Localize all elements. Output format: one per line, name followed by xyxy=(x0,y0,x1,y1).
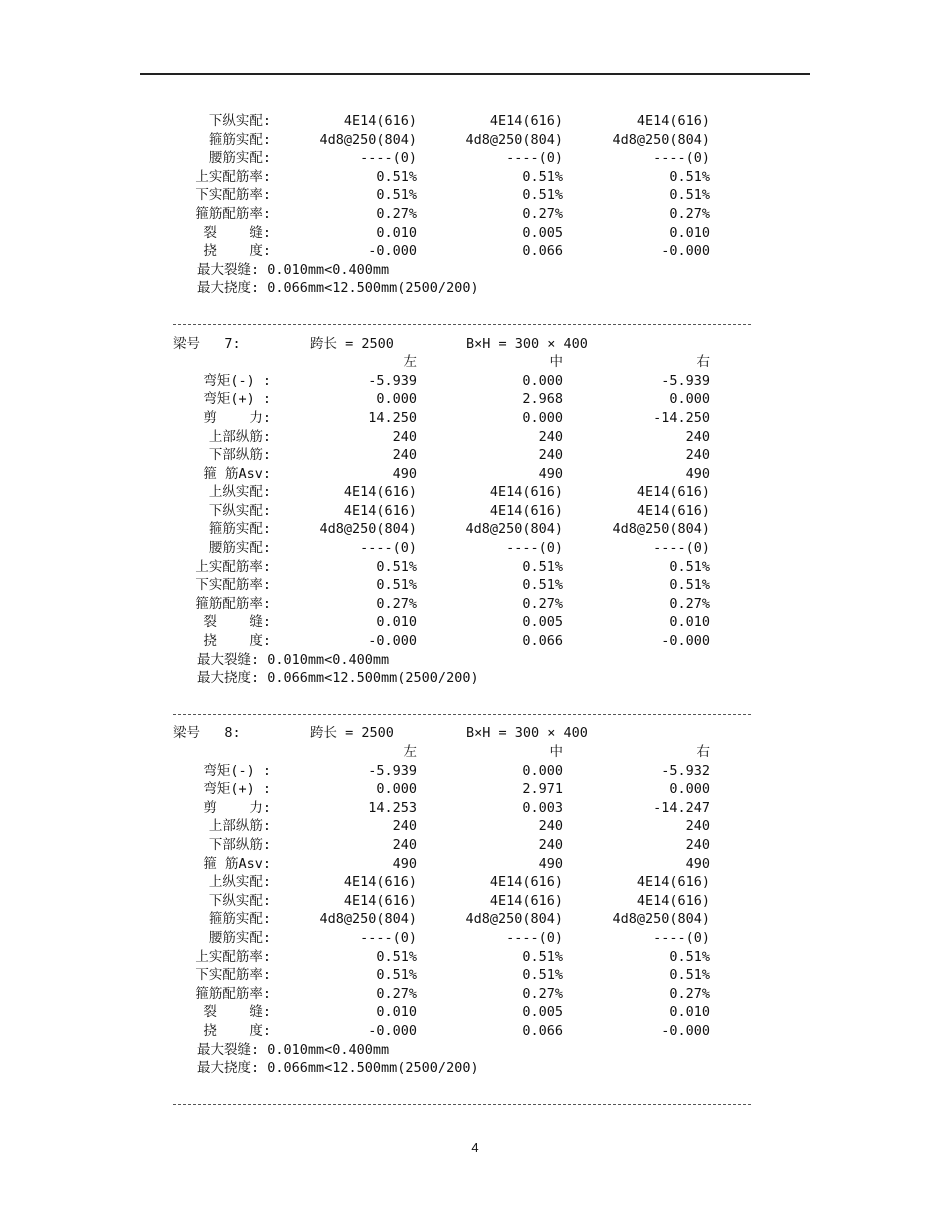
mid-value: 0.005 xyxy=(522,1004,563,1021)
table-row xyxy=(0,1003,950,1022)
row-label: 裂 缝: xyxy=(203,1004,271,1021)
header-rule xyxy=(140,73,810,75)
spacer xyxy=(0,298,950,316)
max-deflection: 最大挠度: 0.066mm<12.500mm(2500/200) xyxy=(197,670,479,687)
right-value: 0.27% xyxy=(669,985,710,1002)
right-value: 240 xyxy=(685,447,710,464)
left-value: 0.000 xyxy=(376,781,417,798)
right-value: 4E14(616) xyxy=(636,892,710,909)
mid-value: 4E14(616) xyxy=(489,113,563,129)
mid-value: 0.51% xyxy=(522,577,563,594)
col-right: 右 xyxy=(696,354,710,371)
right-value: 490 xyxy=(685,465,710,482)
mid-value: 4E14(616) xyxy=(489,484,563,501)
table-row xyxy=(0,1022,950,1041)
table-row xyxy=(0,465,950,484)
row-label: 箍筋配筋率: xyxy=(195,595,271,612)
section-size: B×H = 300 × 400 xyxy=(466,725,588,742)
left-value: ----(0) xyxy=(360,929,417,946)
mid-value: 4d8@250(804) xyxy=(465,521,563,538)
max-crack: 最大裂缝: 0.010mm<0.400mm xyxy=(197,1041,390,1058)
section-size: B×H = 300 × 400 xyxy=(466,335,588,352)
right-value: 0.51% xyxy=(669,187,710,204)
column-headers xyxy=(0,353,950,372)
max-deflection-row xyxy=(0,669,950,688)
left-value: 4d8@250(804) xyxy=(319,911,417,928)
table-row xyxy=(0,855,950,874)
left-value: 240 xyxy=(392,836,417,853)
right-value: 0.51% xyxy=(669,948,710,965)
max-deflection-row xyxy=(0,1059,950,1078)
mid-value: 240 xyxy=(538,818,563,835)
left-value: 0.27% xyxy=(376,205,417,222)
right-value: ----(0) xyxy=(653,150,710,167)
mid-value: 0.27% xyxy=(522,595,563,612)
right-value: 0.51% xyxy=(669,967,710,984)
right-value: 4d8@250(804) xyxy=(612,521,710,538)
table-row xyxy=(0,483,950,502)
table-row xyxy=(0,929,950,948)
left-value: 0.51% xyxy=(376,558,417,575)
table-row xyxy=(0,558,950,577)
mid-value: 0.066 xyxy=(522,243,563,260)
table-row xyxy=(0,799,950,818)
mid-value: 4d8@250(804) xyxy=(465,911,563,928)
table-row xyxy=(0,168,950,187)
row-label: 下部纵筋: xyxy=(208,447,271,464)
left-value: -5.939 xyxy=(368,762,417,779)
left-value: 0.000 xyxy=(376,391,417,408)
separator-line xyxy=(173,324,751,325)
table-row xyxy=(0,576,950,595)
row-label: 箍筋实配: xyxy=(208,911,271,928)
row-label: 箍筋配筋率: xyxy=(195,985,271,1002)
right-value: 240 xyxy=(685,818,710,835)
dashed-separator xyxy=(0,706,950,725)
left-value: 0.51% xyxy=(376,967,417,984)
right-value: -0.000 xyxy=(661,243,710,260)
page-number: 4 xyxy=(471,1140,479,1155)
mid-value: 4E14(616) xyxy=(489,892,563,909)
row-label: 下纵实配: xyxy=(208,892,271,909)
table-row xyxy=(0,224,950,243)
row-label: 上纵实配: xyxy=(208,874,271,891)
mid-value: 0.066 xyxy=(522,633,563,650)
right-value: -0.000 xyxy=(661,1022,710,1039)
mid-value: 0.005 xyxy=(522,614,563,631)
right-value: -5.932 xyxy=(661,762,710,779)
right-value: 240 xyxy=(685,428,710,445)
mid-value: 240 xyxy=(538,428,563,445)
col-mid: 中 xyxy=(549,744,563,760)
right-value: 0.000 xyxy=(669,391,710,408)
row-label: 箍筋实配: xyxy=(208,131,271,148)
row-label: 挠 度: xyxy=(203,633,271,650)
mid-value: 0.27% xyxy=(522,205,563,222)
left-value: -0.000 xyxy=(368,633,417,650)
row-label: 裂 缝: xyxy=(203,224,271,241)
col-left: 左 xyxy=(403,744,417,760)
right-value: 0.51% xyxy=(669,168,710,185)
table-row xyxy=(0,428,950,447)
row-label: 下实配筋率: xyxy=(195,577,271,594)
mid-value: 0.51% xyxy=(522,948,563,965)
col-right: 右 xyxy=(696,744,710,760)
left-value: -0.000 xyxy=(368,243,417,260)
report-content xyxy=(0,112,950,1114)
table-row xyxy=(0,762,950,781)
row-label: 剪 力: xyxy=(203,409,271,426)
mid-value: 0.51% xyxy=(522,558,563,575)
right-value: 4E14(616) xyxy=(636,484,710,501)
right-value: 0.51% xyxy=(669,558,710,575)
right-value: 0.27% xyxy=(669,205,710,222)
row-label: 弯矩(+) : xyxy=(203,391,271,408)
max-crack-row xyxy=(0,651,950,670)
beam-header xyxy=(0,724,950,743)
mid-value: 0.51% xyxy=(522,187,563,204)
left-value: 0.51% xyxy=(376,168,417,185)
row-label: 上实配筋率: xyxy=(195,948,271,965)
row-label: 上实配筋率: xyxy=(195,168,271,185)
row-label: 上部纵筋: xyxy=(208,428,271,445)
row-label: 腰筋实配: xyxy=(208,929,271,946)
left-value: 0.51% xyxy=(376,948,417,965)
mid-value: 2.968 xyxy=(522,391,563,408)
left-value: 4E14(616) xyxy=(343,502,417,519)
mid-value: 240 xyxy=(538,447,563,464)
mid-value: 0.27% xyxy=(522,985,563,1002)
mid-value: 0.000 xyxy=(522,372,563,389)
row-label: 下部纵筋: xyxy=(208,836,271,853)
max-deflection: 最大挠度: 0.066mm<12.500mm(2500/200) xyxy=(197,280,479,297)
row-label: 箍筋实配: xyxy=(208,521,271,538)
table-row xyxy=(0,966,950,985)
row-label: 裂 缝: xyxy=(203,614,271,631)
span-length: 跨长 = 2500 xyxy=(310,725,394,742)
span-length: 跨长 = 2500 xyxy=(310,335,394,352)
left-value: 0.010 xyxy=(376,1004,417,1021)
left-value: ----(0) xyxy=(360,540,417,557)
table-row xyxy=(0,112,950,131)
left-value: 490 xyxy=(392,855,417,872)
row-label: 上实配筋率: xyxy=(195,558,271,575)
left-value: 0.27% xyxy=(376,595,417,612)
table-row xyxy=(0,892,950,911)
mid-value: 0.066 xyxy=(522,1022,563,1039)
row-label: 箍筋配筋率: xyxy=(195,205,271,222)
right-value: 0.010 xyxy=(669,614,710,631)
beam-number: 梁号 8: xyxy=(173,725,241,742)
row-label: 弯矩(+) : xyxy=(203,781,271,798)
mid-value: 240 xyxy=(538,836,563,853)
table-row xyxy=(0,948,950,967)
table-row xyxy=(0,149,950,168)
table-row xyxy=(0,910,950,929)
max-crack-row xyxy=(0,1041,950,1060)
max-crack: 最大裂缝: 0.010mm<0.400mm xyxy=(197,651,390,668)
mid-value: 0.51% xyxy=(522,168,563,185)
mid-value: 0.000 xyxy=(522,409,563,426)
row-label: 下纵实配: xyxy=(208,502,271,519)
table-row xyxy=(0,446,950,465)
table-row xyxy=(0,242,950,261)
right-value: ----(0) xyxy=(653,929,710,946)
mid-value: 2.971 xyxy=(522,781,563,798)
separator-line xyxy=(173,1104,751,1105)
left-value: 4E14(616) xyxy=(343,892,417,909)
left-value: 0.51% xyxy=(376,577,417,594)
col-mid: 中 xyxy=(549,354,563,371)
right-value: ----(0) xyxy=(653,540,710,557)
left-value: 0.27% xyxy=(376,985,417,1002)
mid-value: ----(0) xyxy=(506,929,563,946)
left-value: 0.51% xyxy=(376,187,417,204)
left-value: 4E14(616) xyxy=(343,484,417,501)
left-value: 4E14(616) xyxy=(343,113,417,129)
table-row xyxy=(0,186,950,205)
left-value: 0.010 xyxy=(376,614,417,631)
row-label: 弯矩(-) : xyxy=(203,762,271,779)
mid-value: 0.005 xyxy=(522,224,563,241)
separator-line xyxy=(173,714,751,715)
max-deflection-row xyxy=(0,279,950,298)
row-label: 下纵实配: xyxy=(208,113,271,129)
col-left: 左 xyxy=(403,354,417,371)
mid-value: 0.003 xyxy=(522,799,563,816)
left-value: 14.250 xyxy=(368,409,417,426)
beam-header xyxy=(0,335,950,354)
mid-value: 490 xyxy=(538,465,563,482)
table-row xyxy=(0,520,950,539)
left-value: 240 xyxy=(392,428,417,445)
right-value: 490 xyxy=(685,855,710,872)
row-label: 挠 度: xyxy=(203,243,271,260)
left-value: 4d8@250(804) xyxy=(319,521,417,538)
right-value: 4d8@250(804) xyxy=(612,131,710,148)
right-value: -14.250 xyxy=(653,409,710,426)
right-value: 4E14(616) xyxy=(636,113,710,129)
row-label: 弯矩(-) : xyxy=(203,372,271,389)
right-value: 0.27% xyxy=(669,595,710,612)
left-value: 4d8@250(804) xyxy=(319,131,417,148)
right-value: 0.010 xyxy=(669,224,710,241)
left-value: -5.939 xyxy=(368,372,417,389)
dashed-separator xyxy=(0,1096,950,1115)
left-value: 4E14(616) xyxy=(343,874,417,891)
dashed-separator xyxy=(0,316,950,335)
right-value: -14.247 xyxy=(653,799,710,816)
table-row xyxy=(0,131,950,150)
left-value: 14.253 xyxy=(368,799,417,816)
table-row xyxy=(0,595,950,614)
mid-value: 4E14(616) xyxy=(489,502,563,519)
right-value: 4E14(616) xyxy=(636,502,710,519)
table-row xyxy=(0,985,950,1004)
table-row xyxy=(0,390,950,409)
max-crack-row xyxy=(0,261,950,280)
mid-value: ----(0) xyxy=(506,150,563,167)
table-row xyxy=(0,539,950,558)
mid-value: 4d8@250(804) xyxy=(465,131,563,148)
mid-value: 4E14(616) xyxy=(489,874,563,891)
right-value: 4d8@250(804) xyxy=(612,911,710,928)
table-row xyxy=(0,372,950,391)
left-value: 240 xyxy=(392,818,417,835)
table-row xyxy=(0,502,950,521)
row-label: 下实配筋率: xyxy=(195,187,271,204)
right-value: 240 xyxy=(685,836,710,853)
table-row xyxy=(0,817,950,836)
right-value: 4E14(616) xyxy=(636,874,710,891)
row-label: 上部纵筋: xyxy=(208,818,271,835)
spacer xyxy=(0,1078,950,1096)
mid-value: 490 xyxy=(538,855,563,872)
right-value: 0.010 xyxy=(669,1004,710,1021)
beam-number: 梁号 7: xyxy=(173,335,241,352)
row-label: 剪 力: xyxy=(203,799,271,816)
row-label: 腰筋实配: xyxy=(208,150,271,167)
left-value: 490 xyxy=(392,465,417,482)
table-row xyxy=(0,632,950,651)
mid-value: 0.51% xyxy=(522,967,563,984)
table-row xyxy=(0,613,950,632)
right-value: -0.000 xyxy=(661,633,710,650)
right-value: 0.51% xyxy=(669,577,710,594)
table-row xyxy=(0,409,950,428)
table-row xyxy=(0,205,950,224)
left-value: -0.000 xyxy=(368,1022,417,1039)
right-value: -5.939 xyxy=(661,372,710,389)
row-label: 下实配筋率: xyxy=(195,967,271,984)
table-row xyxy=(0,780,950,799)
mid-value: 0.000 xyxy=(522,762,563,779)
left-value: ----(0) xyxy=(360,150,417,167)
column-headers xyxy=(0,743,950,762)
table-row xyxy=(0,873,950,892)
row-label: 挠 度: xyxy=(203,1022,271,1039)
right-value: 0.000 xyxy=(669,781,710,798)
row-label: 箍 筋Asv: xyxy=(203,855,271,872)
table-row xyxy=(0,836,950,855)
left-value: 240 xyxy=(392,447,417,464)
row-label: 箍 筋Asv: xyxy=(203,465,271,482)
mid-value: ----(0) xyxy=(506,540,563,557)
max-deflection: 最大挠度: 0.066mm<12.500mm(2500/200) xyxy=(197,1060,479,1077)
left-value: 0.010 xyxy=(376,224,417,241)
row-label: 腰筋实配: xyxy=(208,540,271,557)
row-label: 上纵实配: xyxy=(208,484,271,501)
spacer xyxy=(0,688,950,706)
max-crack: 最大裂缝: 0.010mm<0.400mm xyxy=(197,261,390,278)
